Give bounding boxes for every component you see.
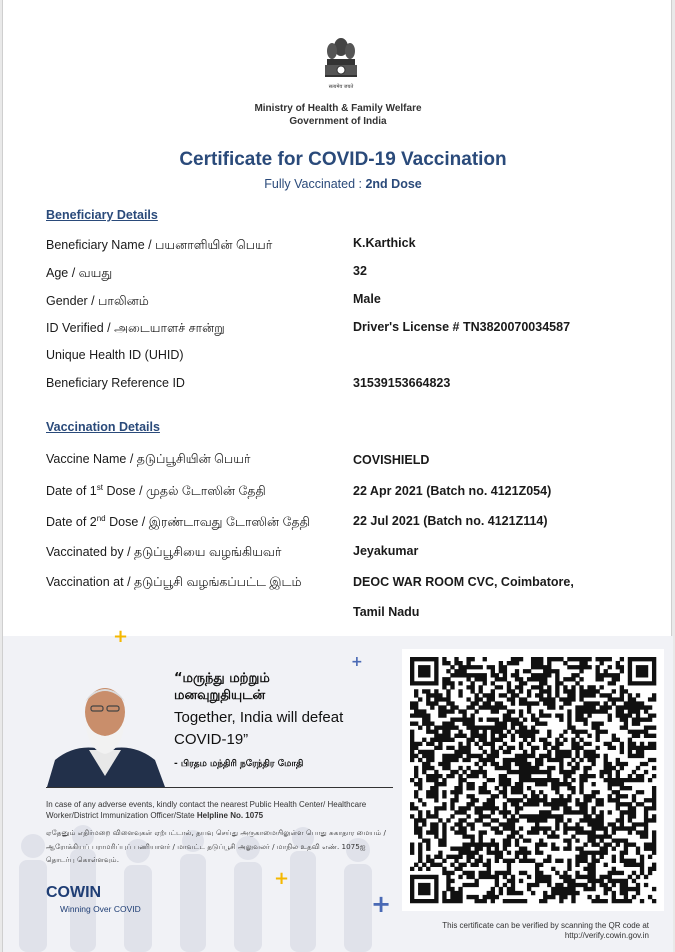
- reference-id-value: 31539153664823: [353, 376, 451, 390]
- ministry-name: Ministry of Health & Family Welfare: [254, 103, 422, 114]
- qr-code-icon: [402, 649, 664, 911]
- beneficiary-name-label: Beneficiary Name / பயனாளியின் பெயர்: [46, 238, 273, 252]
- dose1-date-value: 22 Apr 2021 (Batch no. 4121Z054): [353, 484, 552, 498]
- vaccine-name-label: Vaccine Name / தடுப்பூசியின் பெயர்: [46, 452, 251, 466]
- plus-decoration-icon: +: [351, 654, 363, 670]
- quote-tamil: “மருந்து மற்றும் மனவுறுதியுடன்: [174, 671, 270, 703]
- plus-decoration-icon: +: [274, 868, 290, 889]
- gender-value: Male: [353, 292, 381, 306]
- vaccine-name-value: COVISHIELD: [353, 453, 430, 467]
- certificate-title: Certificate for COVID-19 Vaccination: [179, 149, 507, 170]
- svg-text:सत्यमेव जयते: सत्यमेव जयते: [328, 84, 354, 90]
- vaccination-status: Fully Vaccinated : 2nd Dose: [264, 177, 422, 191]
- plus-decoration-icon: +: [113, 626, 129, 647]
- vaccination-at-value-line1: DEOC WAR ROOM CVC, Coimbatore,: [353, 575, 574, 589]
- id-verified-value: Driver's License # TN3820070034587: [353, 320, 571, 334]
- beneficiary-name-value: K.Karthick: [353, 236, 416, 250]
- beneficiary-heading: Beneficiary Details: [46, 208, 158, 222]
- cowin-tagline: Winning Over COVID: [60, 904, 141, 914]
- age-label: Age / வயது: [46, 266, 113, 280]
- footer-divider: [46, 787, 393, 788]
- uhid-label: Unique Health ID (UHID): [46, 348, 184, 362]
- certificate-page: [2, 0, 672, 952]
- dose1-date-label: Date of 1st Dose / முதல் டோஸின் தேதி: [46, 483, 266, 499]
- age-value: 32: [353, 264, 367, 278]
- quote-english: Together, India will defeat COVID-19”: [174, 709, 344, 748]
- helpline-text: In case of any adverse events, kindly contact the nearest Public Health Center/ Healthcare Worker/District Immunization Officer/State Helpline No. 1075: [46, 800, 367, 820]
- dose2-date-label: Date of 2nd Dose / இரண்டாவது டோஸின் தேதி: [46, 514, 310, 530]
- helpline-text-tamil: ஏதேனும் எதிர்மறை விளைவுகள் ஏற்பட்டால், தயவு செய்து அருகாமையிலுள்ள பொது சுகாதார மையம் / ஆரோக்கியப் பராமரிப்புப் பணியாளர் / மாவட்ட தடுப்பூசி அலுவலர் / மாநில உதவி எண். 1075ஐ தொடர்பு கொள்ளவும்.: [46, 828, 386, 864]
- cowin-logo: COWIN: [46, 884, 102, 901]
- ashoka-emblem-icon: [321, 34, 361, 102]
- quote-attribution: - பிரதம மந்திரி நரேந்திர மோதி: [174, 759, 304, 769]
- vaccinated-by-label: Vaccinated by / தடுப்பூசியை வழங்கியவர்: [46, 545, 282, 559]
- vaccination-heading: Vaccination Details: [46, 420, 160, 434]
- government-name: Government of India: [289, 116, 387, 127]
- reference-id-label: Beneficiary Reference ID: [46, 376, 185, 390]
- gender-label: Gender / பாலினம்: [46, 294, 149, 308]
- id-verified-label: ID Verified / அடையாளச் சான்று: [46, 321, 225, 335]
- prime-minister-portrait: [47, 680, 165, 787]
- verify-note: This certificate can be verified by scanning the QR code at http://verify.cowin.gov.in: [442, 921, 649, 940]
- dose2-date-value: 22 Jul 2021 (Batch no. 4121Z114): [353, 514, 548, 528]
- plus-decoration-icon: +: [371, 890, 392, 918]
- vaccination-at-label: Vaccination at / தடுப்பூசி வழங்கப்பட்ட இடம்: [46, 575, 302, 589]
- vaccinated-by-value: Jeyakumar: [353, 544, 419, 558]
- vaccination-at-value-line2: Tamil Nadu: [353, 605, 420, 619]
